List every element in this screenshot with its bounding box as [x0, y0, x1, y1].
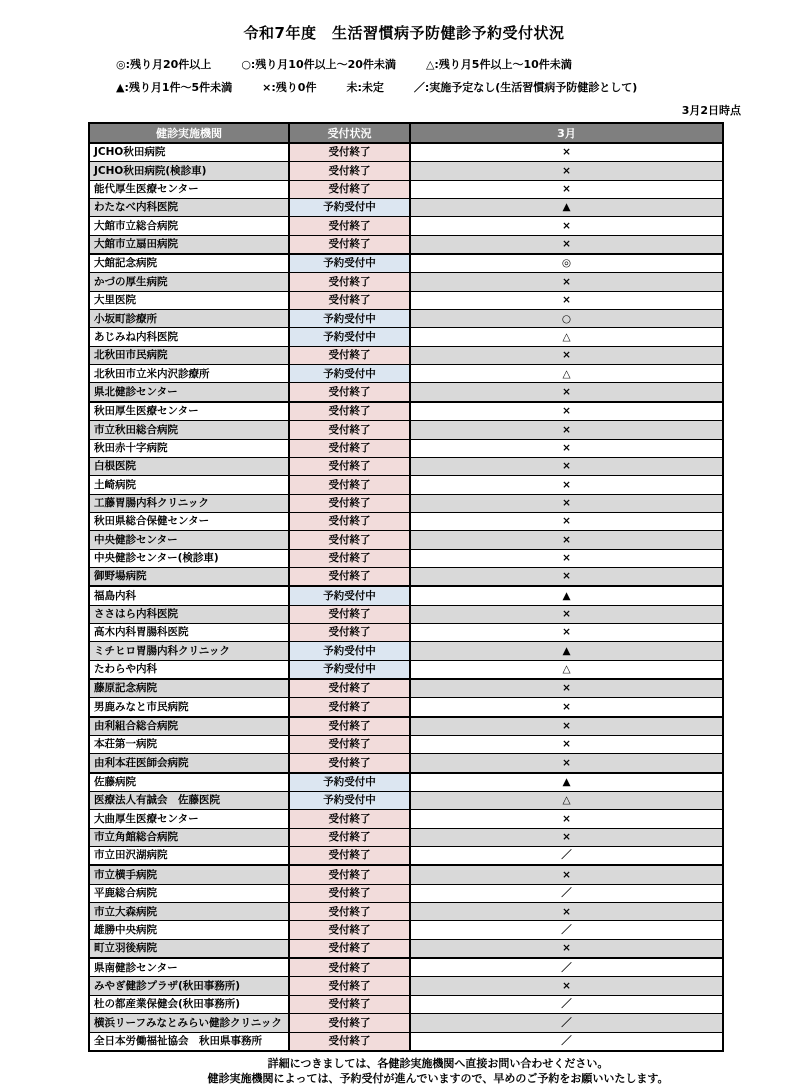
march-availability-cell: ／ [410, 921, 723, 939]
status-cell: 予約受付中 [289, 254, 410, 273]
as-of-date: 3月2日時点 [681, 104, 741, 117]
status-cell: 受付終了 [289, 977, 410, 995]
institution-cell: 杜の都産業保健会(秋田事務所) [89, 995, 289, 1013]
table-row [89, 977, 723, 995]
institution-cell: 中央健診センター [89, 531, 289, 549]
march-availability-cell: ▲ [410, 199, 723, 217]
table-row [89, 717, 723, 736]
march-availability-cell: × [410, 977, 723, 995]
table-row [89, 310, 723, 328]
march-availability-cell: × [410, 736, 723, 754]
march-availability-cell: △ [410, 328, 723, 346]
institution-cell: 秋田赤十字病院 [89, 439, 289, 457]
status-cell: 受付終了 [289, 810, 410, 828]
institution-cell: 医療法人有誠会 佐藤医院 [89, 792, 289, 810]
status-cell: 予約受付中 [289, 310, 410, 328]
status-cell: 予約受付中 [289, 773, 410, 792]
march-availability-cell: × [410, 143, 723, 162]
institution-cell: 高木内科胃腸科医院 [89, 623, 289, 641]
table-row [89, 365, 723, 383]
table-row [89, 291, 723, 309]
table-header [89, 123, 723, 143]
table-row [89, 958, 723, 977]
institution-cell: 市立角館総合病院 [89, 828, 289, 846]
status-cell: 受付終了 [289, 567, 410, 586]
table-row [89, 273, 723, 291]
table-row [89, 346, 723, 364]
table-row [89, 736, 723, 754]
march-availability-cell: × [410, 679, 723, 698]
institution-cell: 全日本労働福祉協会 秋田県事務所 [89, 1032, 289, 1051]
table-row [89, 828, 723, 846]
status-cell: 受付終了 [289, 605, 410, 623]
march-availability-cell: ○ [410, 310, 723, 328]
status-cell: 受付終了 [289, 143, 410, 162]
institution-cell: 福島内科 [89, 586, 289, 605]
institution-cell: みやぎ健診プラザ(秋田事務所) [89, 977, 289, 995]
footer-note-line-2: 健診実施機関によっては、予約受付が進んでいますので、早めのご予約をお願いいたします。 [207, 1071, 669, 1085]
march-availability-cell: × [410, 217, 723, 235]
table-row [89, 254, 723, 273]
table-row [89, 903, 723, 921]
institution-cell: ささはら内科医院 [89, 605, 289, 623]
institution-cell: 平鹿総合病院 [89, 884, 289, 902]
status-cell: 受付終了 [289, 476, 410, 494]
institution-cell: 雄勝中央病院 [89, 921, 289, 939]
legend-item: △:残り月5件以上～10件未満 [425, 58, 572, 71]
status-cell: 受付終了 [289, 162, 410, 180]
table-row [89, 328, 723, 346]
march-availability-cell: × [410, 291, 723, 309]
table-header-row [89, 123, 723, 143]
status-cell: 予約受付中 [289, 365, 410, 383]
legend-line-1 [116, 56, 808, 72]
status-cell: 受付終了 [289, 736, 410, 754]
march-availability-cell: ／ [410, 884, 723, 902]
institution-cell: 大館市立扇田病院 [89, 235, 289, 254]
march-availability-cell: × [410, 903, 723, 921]
table-row [89, 512, 723, 530]
institution-cell: 市立田沢湖病院 [89, 847, 289, 866]
march-availability-cell: × [410, 439, 723, 457]
status-cell: 受付終了 [289, 958, 410, 977]
march-availability-cell: ▲ [410, 773, 723, 792]
table-row [89, 402, 723, 421]
march-availability-cell: ／ [410, 995, 723, 1013]
institution-cell: 能代厚生医療センター [89, 180, 289, 198]
legend-item: ／:実施予定なし(生活習慣病予防健診として) [413, 81, 638, 94]
legend-item: ○:残り月10件以上～20件未満 [241, 58, 396, 71]
table-row [89, 383, 723, 402]
status-cell: 受付終了 [289, 717, 410, 736]
march-availability-cell: × [410, 346, 723, 364]
march-availability-cell: × [410, 754, 723, 773]
status-cell: 予約受付中 [289, 642, 410, 660]
institution-cell: 大里医院 [89, 291, 289, 309]
institution-cell: 佐藤病院 [89, 773, 289, 792]
legend-item: ×:残り0件 [262, 81, 317, 94]
march-availability-cell: ◎ [410, 254, 723, 273]
status-cell: 受付終了 [289, 217, 410, 235]
status-cell: 受付終了 [289, 623, 410, 641]
march-availability-cell: × [410, 865, 723, 884]
institution-cell: 市立大森病院 [89, 903, 289, 921]
march-availability-cell: × [410, 402, 723, 421]
march-availability-cell: × [410, 457, 723, 475]
institution-cell: JCHO秋田病院 [89, 143, 289, 162]
institution-cell: ミチヒロ胃腸内科クリニック [89, 642, 289, 660]
table-row [89, 623, 723, 641]
institution-cell: JCHO秋田病院(検診車) [89, 162, 289, 180]
march-availability-cell: ／ [410, 1014, 723, 1032]
institution-cell: 工藤胃腸内科クリニック [89, 494, 289, 512]
institution-cell: 由利組合総合病院 [89, 717, 289, 736]
col-header-status: 受付状況 [289, 123, 410, 143]
status-cell: 受付終了 [289, 679, 410, 698]
march-availability-cell: ▲ [410, 586, 723, 605]
march-availability-cell: × [410, 421, 723, 439]
march-availability-cell: × [410, 162, 723, 180]
march-availability-cell: × [410, 828, 723, 846]
march-availability-cell: × [410, 531, 723, 549]
table-row [89, 421, 723, 439]
institution-cell: 御野場病院 [89, 567, 289, 586]
institution-cell: 由利本荘医師会病院 [89, 754, 289, 773]
march-availability-cell: × [410, 476, 723, 494]
institution-cell: 土崎病院 [89, 476, 289, 494]
table-row [89, 698, 723, 717]
march-availability-cell: × [410, 235, 723, 254]
institution-cell: 市立秋田総合病院 [89, 421, 289, 439]
institution-cell: 大館市立総合病院 [89, 217, 289, 235]
status-cell: 予約受付中 [289, 792, 410, 810]
march-availability-cell: × [410, 273, 723, 291]
institution-cell: 大館記念病院 [89, 254, 289, 273]
status-cell: 受付終了 [289, 1032, 410, 1051]
march-availability-cell: × [410, 383, 723, 402]
march-availability-cell: × [410, 939, 723, 958]
table-row [89, 567, 723, 586]
march-availability-cell: × [410, 717, 723, 736]
table-row [89, 773, 723, 792]
march-availability-cell: ／ [410, 1032, 723, 1051]
status-cell: 受付終了 [289, 995, 410, 1013]
institution-cell: 中央健診センター(検診車) [89, 549, 289, 567]
status-cell: 受付終了 [289, 865, 410, 884]
table-row [89, 457, 723, 475]
institution-cell: 本荘第一病院 [89, 736, 289, 754]
table-row [89, 884, 723, 902]
status-cell: 予約受付中 [289, 660, 410, 679]
march-availability-cell: ▲ [410, 642, 723, 660]
institution-cell: 藤原記念病院 [89, 679, 289, 698]
table-row [89, 660, 723, 679]
institution-cell: 県南健診センター [89, 958, 289, 977]
status-cell: 受付終了 [289, 828, 410, 846]
status-cell: 受付終了 [289, 754, 410, 773]
footer-note-line-1: 詳細につきましては、各健診実施機関へ直接お問い合わせください。 [267, 1056, 609, 1070]
status-cell: 受付終了 [289, 439, 410, 457]
status-cell: 受付終了 [289, 402, 410, 421]
status-cell: 受付終了 [289, 180, 410, 198]
institution-cell: かづの厚生病院 [89, 273, 289, 291]
status-cell: 受付終了 [289, 383, 410, 402]
status-cell: 受付終了 [289, 698, 410, 717]
march-availability-cell: △ [410, 792, 723, 810]
status-cell: 受付終了 [289, 921, 410, 939]
table-row [89, 162, 723, 180]
institution-cell: 小坂町診療所 [89, 310, 289, 328]
legend-item: 未:未定 [346, 81, 384, 94]
institution-cell: 市立横手病院 [89, 865, 289, 884]
institution-cell: わたなべ内科医院 [89, 199, 289, 217]
table-row [89, 531, 723, 549]
col-header-institution: 健診実施機関 [89, 123, 289, 143]
table-row [89, 494, 723, 512]
table-row [89, 143, 723, 162]
status-cell: 受付終了 [289, 549, 410, 567]
institution-cell: あじみね内科医院 [89, 328, 289, 346]
status-cell: 予約受付中 [289, 199, 410, 217]
table-row [89, 180, 723, 198]
march-availability-cell: △ [410, 365, 723, 383]
status-cell: 受付終了 [289, 346, 410, 364]
march-availability-cell: × [410, 698, 723, 717]
table-row [89, 642, 723, 660]
status-cell: 受付終了 [289, 273, 410, 291]
table-row [89, 792, 723, 810]
march-availability-cell: × [410, 549, 723, 567]
status-cell: 受付終了 [289, 235, 410, 254]
table-row [89, 679, 723, 698]
table-row [89, 586, 723, 605]
table-row [89, 1014, 723, 1032]
institution-cell: 秋田県総合保健センター [89, 512, 289, 530]
legend-line-2 [116, 79, 808, 95]
status-cell: 受付終了 [289, 939, 410, 958]
legend-item: ◎:残り月20件以上 [116, 58, 212, 71]
page-title: 令和7年度 生活習慣病予防健診予約受付状況 [243, 24, 565, 42]
status-cell: 受付終了 [289, 884, 410, 902]
table-row [89, 847, 723, 866]
status-cell: 受付終了 [289, 421, 410, 439]
march-availability-cell: △ [410, 660, 723, 679]
status-cell: 予約受付中 [289, 328, 410, 346]
institution-cell: 秋田厚生医療センター [89, 402, 289, 421]
institution-cell: 北秋田市立米内沢診療所 [89, 365, 289, 383]
march-availability-cell: × [410, 494, 723, 512]
status-cell: 受付終了 [289, 291, 410, 309]
reservation-status-table [88, 122, 724, 1052]
march-availability-cell: × [410, 623, 723, 641]
table-row [89, 754, 723, 773]
institution-cell: 北秋田市民病院 [89, 346, 289, 364]
table-row [89, 1032, 723, 1051]
institution-cell: 大曲厚生医療センター [89, 810, 289, 828]
table-body [89, 143, 723, 1051]
table-row [89, 476, 723, 494]
institution-cell: たわらや内科 [89, 660, 289, 679]
march-availability-cell: × [410, 605, 723, 623]
march-availability-cell: ／ [410, 847, 723, 866]
institution-cell: 横浜リーフみなとみらい健診クリニック [89, 1014, 289, 1032]
table-row [89, 995, 723, 1013]
table-row [89, 810, 723, 828]
institution-cell: 県北健診センター [89, 383, 289, 402]
status-cell: 受付終了 [289, 457, 410, 475]
table-row [89, 549, 723, 567]
status-cell: 受付終了 [289, 847, 410, 866]
status-cell: 予約受付中 [289, 586, 410, 605]
status-cell: 受付終了 [289, 512, 410, 530]
table-row [89, 199, 723, 217]
status-cell: 受付終了 [289, 903, 410, 921]
table-row [89, 939, 723, 958]
institution-cell: 男鹿みなと市民病院 [89, 698, 289, 717]
table-row [89, 865, 723, 884]
table-row [89, 605, 723, 623]
march-availability-cell: ／ [410, 958, 723, 977]
col-header-march: 3月 [410, 123, 723, 143]
institution-cell: 町立羽後病院 [89, 939, 289, 958]
march-availability-cell: × [410, 810, 723, 828]
march-availability-cell: × [410, 180, 723, 198]
table-row [89, 439, 723, 457]
table-row [89, 217, 723, 235]
status-cell: 受付終了 [289, 494, 410, 512]
status-cell: 受付終了 [289, 531, 410, 549]
legend [116, 56, 808, 95]
institution-cell: 白根医院 [89, 457, 289, 475]
march-availability-cell: × [410, 512, 723, 530]
footer-note [88, 1057, 788, 1087]
table-row [89, 921, 723, 939]
table-row [89, 235, 723, 254]
legend-item: ▲:残り月1件～5件未満 [116, 81, 233, 94]
status-cell: 受付終了 [289, 1014, 410, 1032]
march-availability-cell: × [410, 567, 723, 586]
